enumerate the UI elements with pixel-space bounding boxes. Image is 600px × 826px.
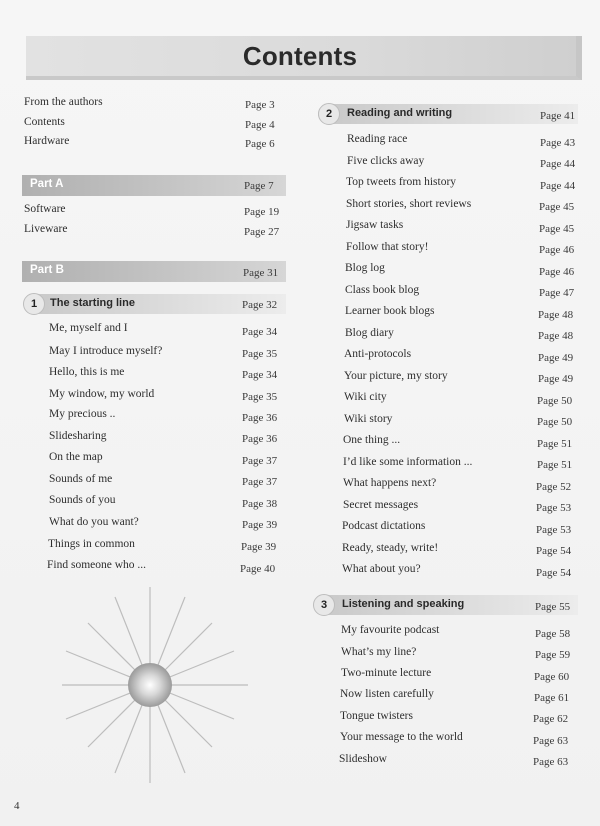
- toc-entry-label: Blog log: [345, 262, 385, 274]
- toc-entry-page: Page 36: [242, 412, 278, 424]
- section-1-label: The starting line: [50, 297, 135, 309]
- toc-entry-label: Reading race: [347, 133, 408, 145]
- toc-entry-page: Page 60: [534, 671, 570, 683]
- toc-entry-label: Things in common: [48, 538, 135, 550]
- toc-entry-page: Page 3: [245, 99, 275, 111]
- toc-entry-label: Ready, steady, write!: [342, 542, 439, 554]
- toc-entry-page: Page 37: [242, 455, 278, 467]
- toc-entry-page: Page 61: [534, 692, 570, 704]
- toc-entry-label: Me, myself and I: [49, 322, 128, 334]
- toc-entry-page: Page 39: [241, 541, 277, 553]
- part-b-label: Part B: [30, 264, 64, 276]
- toc-entry-label: Learner book blogs: [345, 305, 435, 317]
- toc-entry-page: Page 49: [538, 373, 574, 385]
- toc-entry-label: Hello, this is me: [49, 366, 125, 378]
- section-1-page: Page 32: [242, 299, 278, 311]
- toc-entry-page: Page 34: [242, 326, 278, 338]
- toc-entry-label: Jigsaw tasks: [346, 219, 404, 231]
- toc-entry-label: Secret messages: [343, 499, 419, 511]
- toc-entry-label: Software: [24, 203, 66, 215]
- toc-entry-label: Now listen carefully: [340, 688, 434, 700]
- toc-entry-label: I’d like some information ...: [343, 456, 473, 468]
- section-2-label: Reading and writing: [347, 107, 453, 119]
- toc-entry-page: Page 54: [536, 545, 572, 557]
- section-1-number: 1: [23, 293, 45, 315]
- toc-entry-label: Wiki story: [344, 413, 393, 425]
- toc-entry-page: Page 6: [245, 138, 275, 150]
- toc-entry-page: Page 44: [540, 180, 576, 192]
- toc-entry-label: Blog diary: [345, 327, 394, 339]
- toc-entry-page: Page 48: [538, 309, 574, 321]
- toc-entry-label: What happens next?: [343, 477, 437, 489]
- toc-entry-label: Anti-protocols: [344, 348, 412, 360]
- toc-entry-page: Page 63: [533, 735, 569, 747]
- toc-entry-page: Page 50: [537, 395, 573, 407]
- part-a-label: Part A: [30, 178, 64, 190]
- toc-entry-page: Page 50: [537, 416, 573, 428]
- section-2-page: Page 41: [540, 110, 576, 122]
- section-3-label: Listening and speaking: [342, 598, 465, 610]
- toc-entry-page: Page 37: [242, 476, 278, 488]
- starburst-icon: [60, 585, 250, 785]
- toc-entry-page: Page 53: [536, 502, 572, 514]
- toc-entry-page: Page 46: [539, 244, 575, 256]
- toc-entry-page: Page 27: [244, 226, 280, 238]
- toc-entry-label: Slideshow: [339, 753, 387, 765]
- toc-entry-label: Top tweets from history: [346, 176, 457, 188]
- toc-entry-label: Two-minute lecture: [341, 667, 432, 679]
- toc-entry-label: Sounds of you: [49, 494, 116, 506]
- section-2-number: 2: [318, 103, 340, 125]
- page-title: Contents: [242, 41, 358, 71]
- toc-entry-page: Page 46: [539, 266, 575, 278]
- toc-entry-label: What’s my line?: [341, 646, 417, 658]
- section-3-page: Page 55: [535, 601, 571, 613]
- toc-entry-page: Page 4: [245, 119, 275, 131]
- toc-entry-page: Page 34: [242, 369, 278, 381]
- toc-entry-page: Page 19: [244, 206, 280, 218]
- toc-entry-label: My precious ..: [49, 408, 116, 420]
- toc-entry-label: Podcast dictations: [342, 520, 426, 532]
- toc-entry-page: Page 35: [242, 391, 278, 403]
- toc-entry-label: Liveware: [24, 223, 68, 235]
- toc-entry-page: Page 45: [539, 223, 575, 235]
- toc-entry-page: Page 62: [533, 713, 569, 725]
- toc-entry-page: Page 40: [240, 563, 276, 575]
- toc-entry-label: Sounds of me: [49, 473, 113, 485]
- toc-entry-page: Page 48: [538, 330, 574, 342]
- toc-entry-page: Page 54: [536, 567, 572, 579]
- toc-entry-label: Contents: [24, 116, 65, 128]
- toc-entry-page: Page 38: [242, 498, 278, 510]
- toc-entry-page: Page 39: [242, 519, 278, 531]
- toc-entry-page: Page 44: [540, 158, 576, 170]
- toc-entry-label: Your picture, my story: [344, 370, 448, 382]
- toc-entry-label: What about you?: [342, 563, 421, 575]
- toc-entry-label: My window, my world: [49, 388, 155, 400]
- toc-entry-label: Slidesharing: [49, 430, 107, 442]
- toc-entry-page: Page 58: [535, 628, 571, 640]
- toc-entry-page: Page 51: [537, 438, 573, 450]
- toc-entry-page: Page 49: [538, 352, 574, 364]
- toc-entry-label: What do you want?: [49, 516, 139, 528]
- toc-entry-page: Page 47: [539, 287, 575, 299]
- toc-entry-label: May I introduce myself?: [49, 345, 163, 357]
- toc-entry-label: Wiki city: [344, 391, 387, 403]
- toc-entry-label: Follow that story!: [346, 241, 429, 253]
- toc-entry-page: Page 36: [242, 433, 278, 445]
- toc-entry-page: Page 59: [535, 649, 571, 661]
- toc-entry-label: One thing ...: [343, 434, 401, 446]
- toc-entry-page: Page 43: [540, 137, 576, 149]
- toc-entry-page: Page 51: [537, 459, 573, 471]
- toc-entry-label: Short stories, short reviews: [346, 198, 472, 210]
- toc-entry-page: Page 45: [539, 201, 575, 213]
- toc-entry-page: Page 53: [536, 524, 572, 536]
- toc-entry-label: Your message to the world: [340, 731, 463, 743]
- toc-entry-label: My favourite podcast: [341, 624, 440, 636]
- toc-entry-page: Page 63: [533, 756, 569, 768]
- toc-entry-label: On the map: [49, 451, 103, 463]
- toc-entry-label: From the authors: [24, 96, 103, 108]
- toc-entry-page: Page 35: [242, 348, 278, 360]
- part-a-page: Page 7: [244, 180, 274, 192]
- toc-entry-page: Page 52: [536, 481, 572, 493]
- section-3-number: 3: [313, 594, 335, 616]
- part-b-page: Page 31: [243, 267, 279, 279]
- toc-entry-label: Find someone who ...: [47, 559, 147, 571]
- toc-entry-label: Tongue twisters: [340, 710, 413, 722]
- toc-entry-label: Class book blog: [345, 284, 420, 296]
- toc-entry-label: Five clicks away: [347, 155, 425, 167]
- page-number: 4: [14, 800, 20, 812]
- toc-entry-label: Hardware: [24, 135, 70, 147]
